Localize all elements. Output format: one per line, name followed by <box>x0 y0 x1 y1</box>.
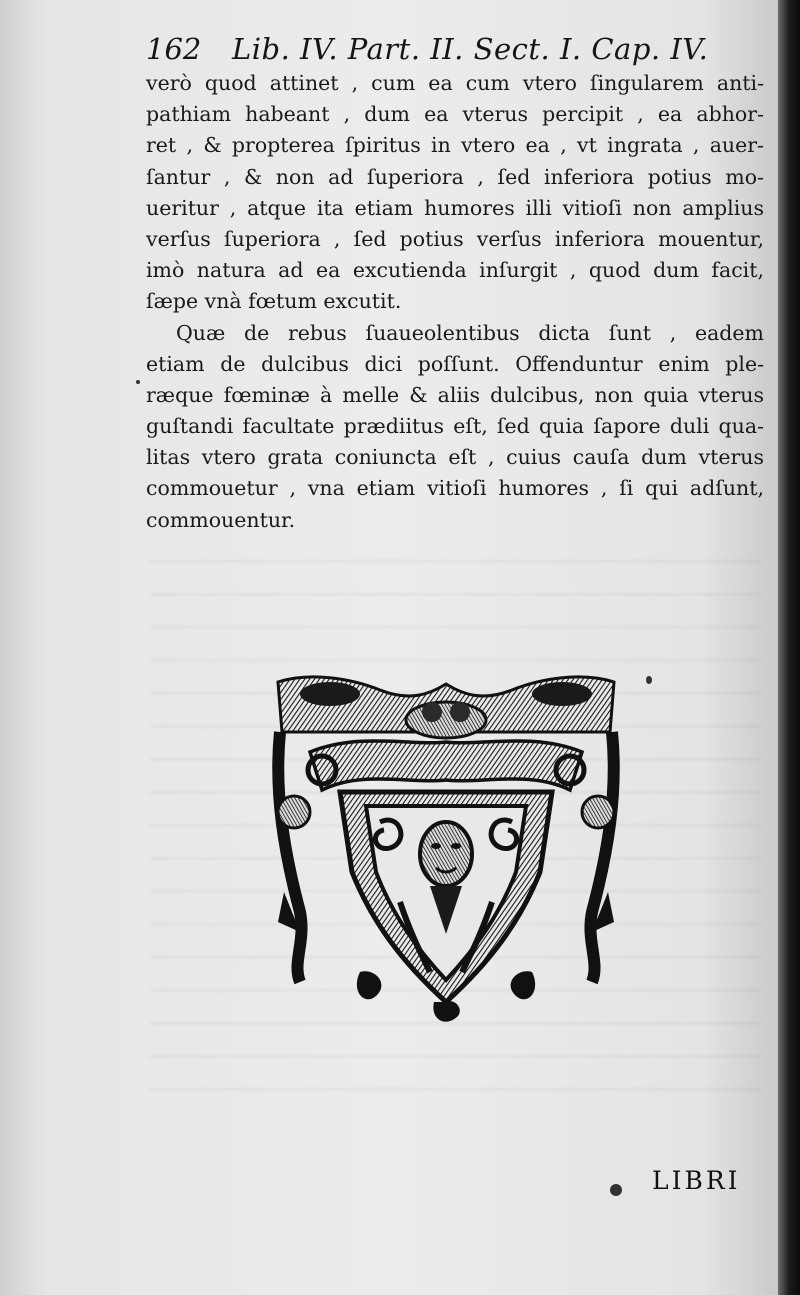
paragraph-2 <box>146 318 764 536</box>
text-line: commouetur , vna etiam vitioſi humores , ſi qui adſunt, <box>146 476 764 501</box>
text-line: guſtandi facultate prædiitus eſt, ſed quia ſapore duli qua- <box>146 414 764 439</box>
text-line: pathiam habeant , dum ea vterus percipit , ea abhor- <box>146 102 764 127</box>
text-line: etiam de dulcibus dici poſſunt. Offenduntur enim ple- <box>146 351 764 376</box>
text-line: commouentur. <box>146 507 296 532</box>
page-number: 162 <box>146 32 202 66</box>
text-line: ueritur , atque ita etiam humores illi vitioſi non amplius <box>146 195 764 220</box>
catchword: LIBRI <box>652 1166 741 1195</box>
ink-speck <box>610 1184 622 1196</box>
book-spine-shadow <box>778 0 800 1295</box>
running-head: Lib. IV. Part. II. Sect. I. Cap. IV. <box>232 32 709 66</box>
ink-speck <box>136 380 140 384</box>
text-line: litas vtero grata coniuncta eſt , cuius cauſa dum vterus <box>146 445 764 470</box>
text-line: ſæpe vnà fœtum excutit. <box>146 289 402 314</box>
text-line: verò quod attinet , cum ea cum vtero ſingularem anti- <box>146 71 764 95</box>
text-line: ret , & propterea ſpiritus in vtero ea , vt ingrata , auer- <box>146 133 764 158</box>
text-line: imò natura ad ea excutienda inſurgit , quod dum facit, <box>146 258 764 283</box>
main-text <box>146 68 764 536</box>
ink-speck <box>646 676 652 684</box>
text-line: verſus ſuperiora , ſed potius verſus inferiora mouentur, <box>146 226 764 251</box>
text-line: ræque fœminæ à melle & aliis dulcibus, non quia vterus <box>146 382 764 407</box>
page-header <box>146 28 709 68</box>
text-line: Quæ de rebus ſuaueolentibus dicta ſunt , eadem <box>176 320 764 345</box>
text-line: ſantur , & non ad ſuperiora , ſed inferiora potius mo- <box>146 164 764 189</box>
woodcut-tailpiece-ornament-icon <box>270 672 622 1028</box>
paragraph-1 <box>146 68 764 318</box>
